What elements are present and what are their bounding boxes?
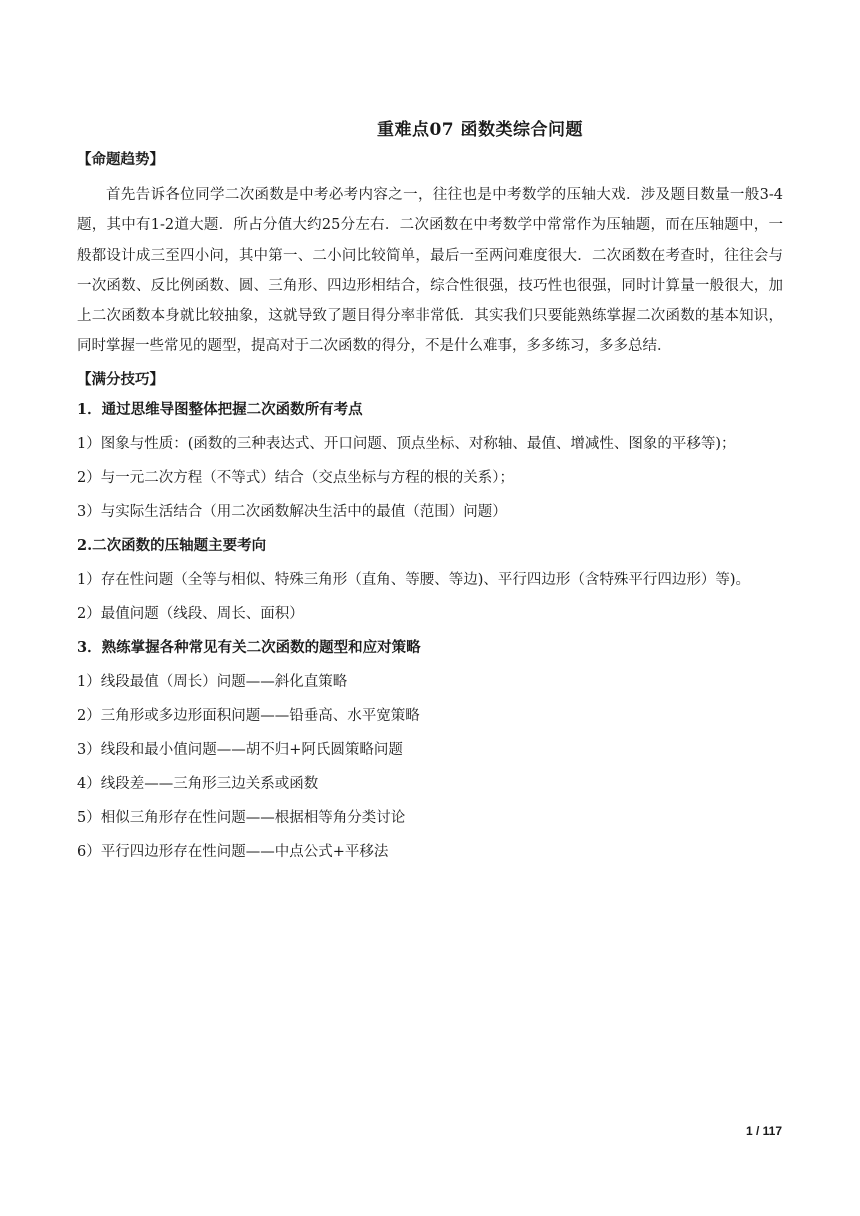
section-3-item: 4）线段差——三角形三边关系或函数 <box>77 775 319 792</box>
section-3-item: 3）线段和最小值问题——胡不归+阿氏圆策略问题 <box>77 741 403 758</box>
page-title: 重难点07 函数类综合问题 <box>376 120 584 140</box>
section-3-item: 5）相似三角形存在性问题——根据相等角分类讨论 <box>77 809 406 826</box>
section-1-title: 1．通过思维导图整体把握二次函数所有考点 <box>77 400 363 418</box>
skills-heading: 【满分技巧】 <box>77 370 164 388</box>
section-1-item: 1）图象与性质：(函数的三种表达式、开口问题、顶点坐标、对称轴、最值、增减性、图象的平移等)； <box>77 435 736 452</box>
trend-paragraph: 首先告诉各位同学二次函数是中考必考内容之一，往往也是中考数学的压轴大戏．涉及题目数量一般3-4题，其中有1-2道大题．所占分值大约25分左右．二次函数在中考数学中常常作为压轴题，而在压轴题中，一般都设计成三至四小问，其中第一、二小问比较简单，最后一至两问难度很大．二次函数在考查时，往往会与一次函数、反比例函数、圆、三角形、四边形相结合，综合性很强，技巧性也很强，同时计算量一般很大，加上二次函数本身就比较抽象，这就导致了题目得分率非常低．其实我们只要能熟练掌握二次函数的基本知识，同时掌握一些常见的题型，提高对于二次函数的得分，不是什么难事，多多练习，多多总结． <box>77 187 783 355</box>
page-content <box>77 150 783 876</box>
section-2-item: 1）存在性问题（全等与相似、特殊三角形（直角、等腰、等边)、平行四边形（含特殊平行四边形）等)。 <box>77 571 751 588</box>
section-1-item: 2）与一元二次方程（不等式）结合（交点坐标与方程的根的关系）； <box>77 469 514 486</box>
trend-heading: 【命题趋势】 <box>77 151 164 168</box>
section-3-title: 3．熟练掌握各种常见有关二次函数的题型和应对策略 <box>77 638 421 656</box>
section-1-item: 3）与实际生活结合（用二次函数解决生活中的最值（范围）问题） <box>77 503 507 520</box>
section-2-title: 2.二次函数的压轴题主要考向 <box>77 536 267 554</box>
section-3-item: 6）平行四边形存在性问题——中点公式+平移法 <box>77 843 389 860</box>
section-3-item: 2）三角形或多边形面积问题——铅垂高、水平宽策略 <box>77 707 420 724</box>
section-3-item: 1）线段最值（周长）问题——斜化直策略 <box>77 673 348 690</box>
page-number: 1 / 117 <box>745 1124 782 1138</box>
section-2-item: 2）最值问题（线段、周长、面积） <box>77 605 304 622</box>
